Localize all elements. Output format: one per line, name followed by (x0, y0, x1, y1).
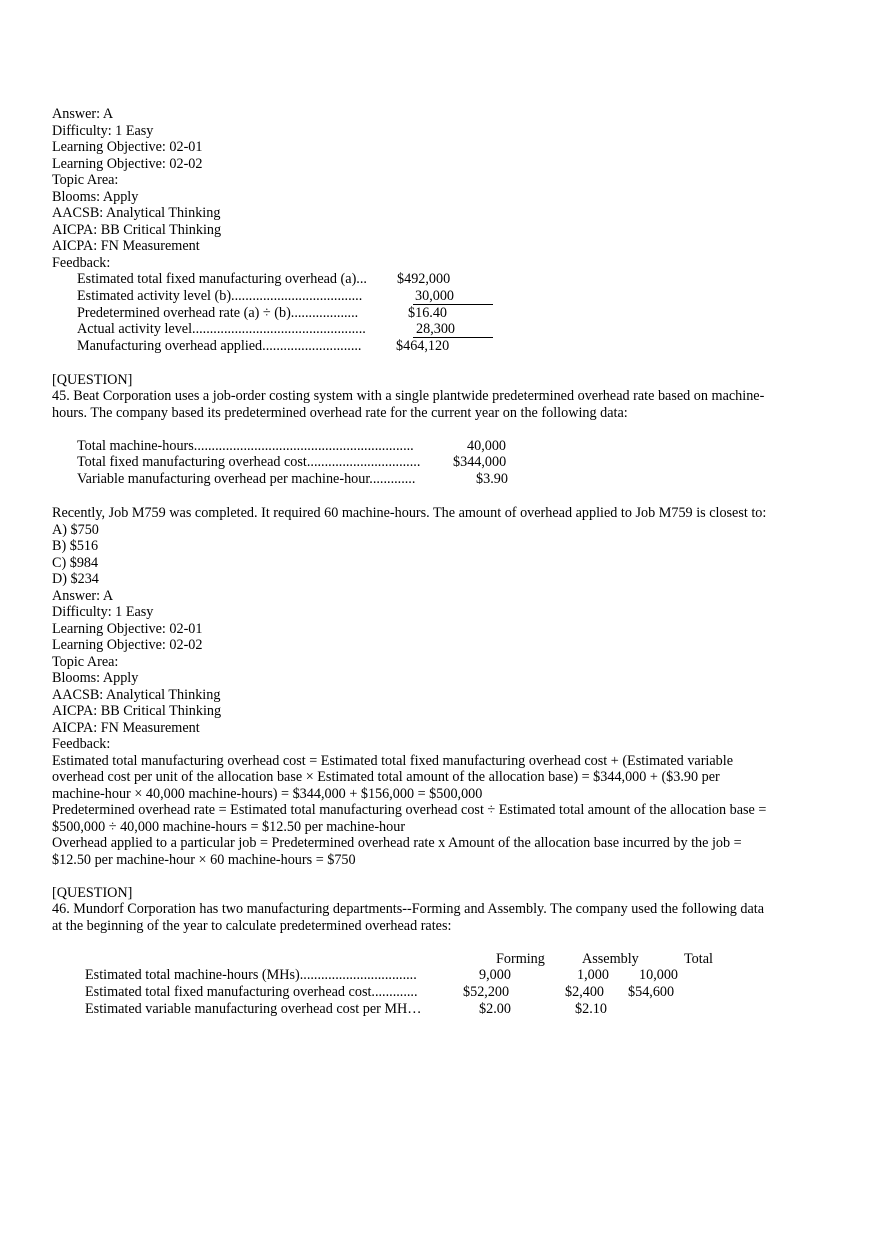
q45-blooms: Blooms: Apply (52, 670, 139, 686)
q46-stem: 46. Mundorf Corporation has two manufacturing departments--Forming and Assembly. The company used the following data at the beginning of the year to calculate predetermined overhead rates: (52, 901, 764, 934)
row-value: $16.40 (408, 304, 448, 321)
row-label: Variable manufacturing overhead per machine-hour............. (77, 471, 416, 488)
cell-forming: 9,000 (479, 967, 511, 984)
q44-feedback-label: Feedback: (52, 254, 111, 271)
row-value: 28,300 (416, 321, 456, 338)
table-row (52, 984, 772, 1001)
row-value: 40,000 (467, 437, 507, 454)
row-value: $492,000 (397, 271, 451, 287)
q45-data-table (52, 438, 772, 489)
row-label: Total machine-hours.............................................................. (77, 437, 414, 454)
q45-option-d: D) $234 (52, 571, 99, 587)
q44-learning-objective-1: Learning Objective: 02-01 (52, 139, 203, 155)
table-row (52, 321, 772, 338)
q45-question: Recently, Job M759 was completed. It required 60 machine-hours. The amount of overhead applied to Job M759 is closest to: (52, 505, 767, 521)
q45-topic-area: Topic Area: (52, 653, 119, 670)
q45-aacsb: AACSB: Analytical Thinking (52, 686, 221, 703)
q45-option-a: A) $750 (52, 521, 99, 538)
table-row (52, 305, 772, 322)
cell-forming: $52,200 (463, 984, 510, 1001)
q44-learning-objective-2: Learning Objective: 02-02 (52, 155, 203, 172)
table-row (52, 454, 772, 471)
q45-feedback-1: Estimated total manufacturing overhead cost = Estimated total fixed manufacturing overhead cost + (Estimated variable overhead cost per unit of the allocation base × Estimated total amount of the allocation base) = $344,000 + ($3.90 per machine-hour × 40,000 machine-hours) = $344,000 + $156,000 = $500,000 (52, 752, 734, 802)
q44-aicpa-bb: AICPA: BB Critical Thinking (52, 221, 222, 238)
q45-learning-objective-1: Learning Objective: 02-01 (52, 620, 203, 637)
q45-answer: Answer: A (52, 587, 114, 604)
q46-data-table (52, 951, 772, 1019)
q44-topic-area: Topic Area: (52, 172, 119, 188)
row-label: Estimated total fixed manufacturing overhead cost............. (85, 984, 418, 1001)
document-page (52, 106, 772, 1019)
q45-option-b: B) $516 (52, 538, 99, 554)
cell-assembly: $2,400 (565, 984, 605, 1001)
column-header-total: Total (684, 950, 713, 967)
q45-aicpa-fn: AICPA: FN Measurement (52, 719, 200, 736)
q45-question-tag: [QUESTION] (52, 371, 133, 388)
row-label: Estimated variable manufacturing overhead cost per MH… (85, 1000, 422, 1017)
cell-total: $54,600 (628, 984, 675, 1001)
q45-feedback-2: Predetermined overhead rate = Estimated total manufacturing overhead cost ÷ Estimated total amount of the allocation base = $500,000 ÷ 40,000 machine-hours = $12.50 per machine-hour (52, 802, 767, 835)
q46-question-tag: [QUESTION] (52, 884, 133, 901)
cell-forming: $2.00 (479, 1000, 511, 1017)
row-label: Actual activity level................................................. (77, 321, 366, 338)
row-label: Estimated total machine-hours (MHs)................................. (85, 967, 417, 984)
cell-assembly: 1,000 (577, 967, 609, 984)
table-row (52, 471, 772, 488)
table-row (52, 438, 772, 455)
row-value: $3.90 (476, 471, 508, 488)
row-label: Predetermined overhead rate (a) ÷ (b)................... (77, 304, 359, 321)
table-row (52, 338, 772, 355)
row-value: $344,000 (453, 454, 507, 471)
row-value: 30,000 (415, 287, 455, 304)
q45-feedback-label: Feedback: (52, 736, 111, 752)
table-row (52, 271, 772, 288)
cell-total: 10,000 (639, 967, 679, 984)
row-label: Estimated activity level (b)..................................... (77, 287, 363, 304)
q44-difficulty: Difficulty: 1 Easy (52, 122, 154, 139)
table-row (52, 288, 772, 305)
column-header-assembly: Assembly (582, 950, 639, 967)
q44-aacsb: AACSB: Analytical Thinking (52, 205, 221, 221)
q44-answer: Answer: A (52, 106, 114, 122)
table-row (52, 1001, 772, 1018)
row-label: Total fixed manufacturing overhead cost................................ (77, 454, 421, 471)
row-label: Manufacturing overhead applied............................ (77, 338, 362, 355)
q44-blooms: Blooms: Apply (52, 188, 139, 205)
q44-aicpa-fn: AICPA: FN Measurement (52, 238, 200, 254)
column-header-forming: Forming (496, 950, 545, 967)
cell-assembly: $2.10 (575, 1000, 607, 1017)
q45-aicpa-bb: AICPA: BB Critical Thinking (52, 703, 222, 719)
q45-feedback-3: Overhead applied to a particular job = Predetermined overhead rate x Amount of the allocation base incurred by the job = $12.50 per machine-hour × 60 machine-hours = $750 (52, 835, 742, 868)
table-row (52, 967, 772, 984)
table-header-row (52, 951, 772, 968)
q44-feedback-table (52, 271, 772, 355)
row-value: $464,120 (396, 338, 450, 355)
q45-difficulty: Difficulty: 1 Easy (52, 604, 154, 620)
q45-stem: 45. Beat Corporation uses a job-order costing system with a single plantwide predetermined overhead rate based on machine-hours. The company based its predetermined overhead rate for the current year on the following data: (52, 388, 765, 421)
row-label: Estimated total fixed manufacturing overhead (a)... (77, 271, 367, 287)
q45-option-c: C) $984 (52, 554, 99, 571)
q45-learning-objective-2: Learning Objective: 02-02 (52, 637, 203, 653)
